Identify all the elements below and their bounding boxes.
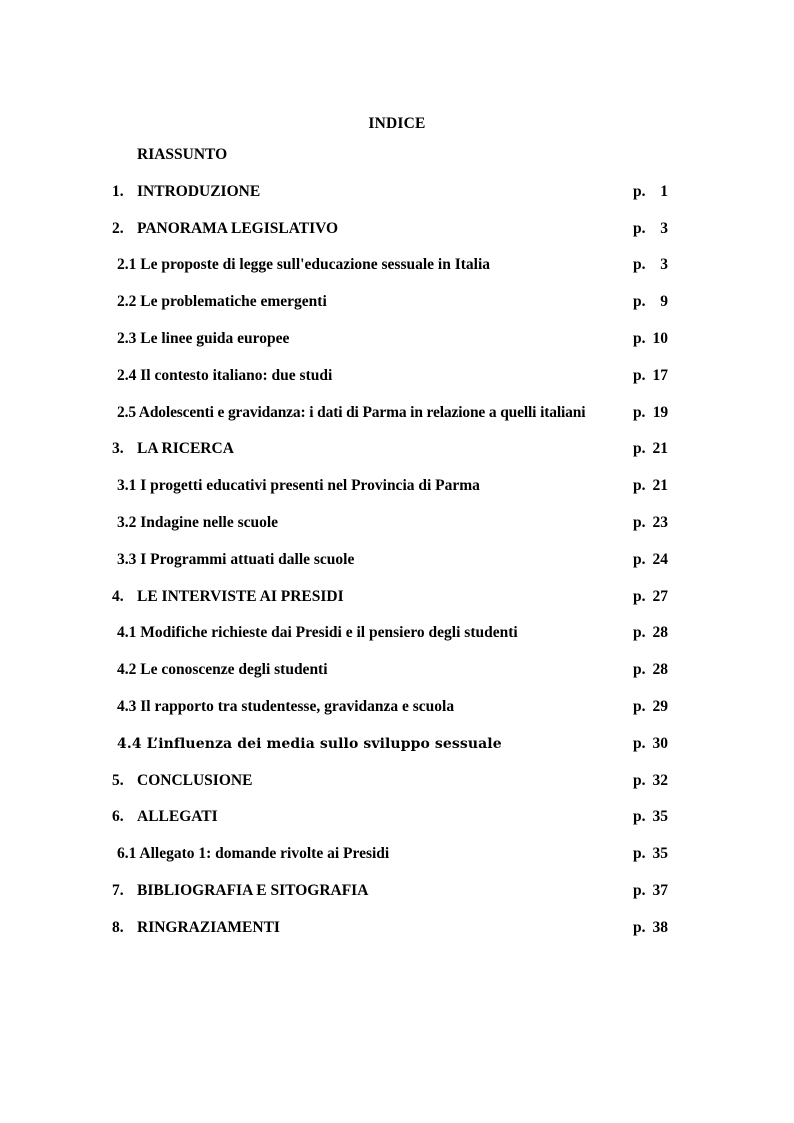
toc-label: 4.4 L’influenza dei media sullo sviluppo sessuale <box>117 736 502 752</box>
toc-page-number: 27 <box>652 588 668 605</box>
toc-page-prefix: p. <box>633 698 646 715</box>
toc-page-number: 28 <box>652 624 668 641</box>
toc-page-prefix: p. <box>633 661 646 678</box>
toc-entry <box>112 182 668 202</box>
toc-label: 4.1 Modifiche richieste dai Presidi e il pensiero degli studenti <box>117 624 518 641</box>
page-title: INDICE <box>368 115 426 132</box>
toc-page-prefix: p. <box>633 551 646 568</box>
toc-page-prefix: p. <box>633 919 646 936</box>
toc-subentry <box>112 292 668 312</box>
toc-subentry <box>112 403 668 423</box>
toc-label: 2.5 Adolescenti e gravidanza: i dati di Parma in relazione a quelli italiani <box>117 404 586 421</box>
toc-page-prefix: p. <box>633 183 646 200</box>
toc-label: 2.1 Le proposte di legge sull'educazione sessuale in Italia <box>117 256 491 273</box>
toc-page-number: 21 <box>652 440 668 457</box>
toc-entry <box>112 918 668 938</box>
toc-subentry <box>112 255 668 275</box>
toc-number: 4. <box>112 588 124 605</box>
toc-label: INTRODUZIONE <box>137 183 261 200</box>
toc-label: 4.2 Le conoscenze degli studenti <box>117 661 328 678</box>
toc-subentry <box>112 734 668 754</box>
toc-label: 3.1 I progetti educativi presenti nel Provincia di Parma <box>117 477 480 494</box>
toc-page-prefix: p. <box>633 735 646 752</box>
toc-page-number: 3 <box>660 256 668 273</box>
toc-number: 2. <box>112 220 124 237</box>
toc-label: 6.1 Allegato 1: domande rivolte ai Presidi <box>117 845 390 862</box>
toc-page-prefix: p. <box>633 772 646 789</box>
toc-label: 4.3 Il rapporto tra studentesse, gravidanza e scuola <box>117 698 455 715</box>
toc-page-prefix: p. <box>633 882 646 899</box>
toc-subentry <box>112 697 668 717</box>
toc-number: 7. <box>112 882 124 899</box>
toc-page-prefix: p. <box>633 256 646 273</box>
toc-page-number: 21 <box>652 477 668 494</box>
toc-page-number: 17 <box>652 367 668 384</box>
toc-label: PANORAMA LEGISLATIVO <box>137 220 339 237</box>
toc-label: 2.2 Le problematiche emergenti <box>117 293 327 310</box>
toc-subentry <box>112 550 668 570</box>
toc-page-prefix: p. <box>633 293 646 310</box>
toc-page-number: 19 <box>652 404 668 421</box>
toc-page-number: 24 <box>652 551 668 568</box>
toc-page-prefix: p. <box>633 588 646 605</box>
toc-page-number: 35 <box>652 808 668 825</box>
toc-page-number: 38 <box>652 919 668 936</box>
toc-page-number: 37 <box>652 882 668 899</box>
toc-number: 5. <box>112 772 124 789</box>
toc-page-number: 28 <box>652 661 668 678</box>
toc-page-prefix: p. <box>633 220 646 237</box>
toc-label: LA RICERCA <box>137 440 234 457</box>
toc-entry-riassunto <box>112 145 668 165</box>
toc-entry <box>112 771 668 791</box>
toc-page-number: 1 <box>660 183 668 200</box>
toc-page-number: 23 <box>652 514 668 531</box>
toc-subentry <box>112 660 668 680</box>
toc-number: 1. <box>112 183 124 200</box>
toc-page-prefix: p. <box>633 477 646 494</box>
toc-page-number: 10 <box>652 330 668 347</box>
toc-entry <box>112 807 668 827</box>
toc-page-number: 35 <box>652 845 668 862</box>
toc-page-number: 3 <box>660 220 668 237</box>
toc-page-number: 32 <box>652 772 668 789</box>
toc-number: 6. <box>112 808 124 825</box>
toc-label: CONCLUSIONE <box>137 772 253 789</box>
toc-label: 3.3 I Programmi attuati dalle scuole <box>117 551 355 568</box>
toc-entry <box>112 587 668 607</box>
toc-label: RINGRAZIAMENTI <box>137 919 280 936</box>
toc-page-number: 29 <box>652 698 668 715</box>
toc-entry <box>112 881 668 901</box>
toc-subentry <box>112 366 668 386</box>
toc-entry <box>112 219 668 239</box>
toc-entry <box>112 439 668 459</box>
toc-label: 3.2 Indagine nelle scuole <box>117 514 279 531</box>
toc-label: 2.4 Il contesto italiano: due studi <box>117 367 333 384</box>
toc-subentry <box>112 476 668 496</box>
toc-page-prefix: p. <box>633 330 646 347</box>
toc-page-number: 30 <box>652 735 668 752</box>
toc-page-prefix: p. <box>633 367 646 384</box>
toc-page-prefix: p. <box>633 845 646 862</box>
toc-label: ALLEGATI <box>137 808 218 825</box>
toc-subentry <box>112 844 668 864</box>
toc-page-prefix: p. <box>633 404 646 421</box>
toc-number: 8. <box>112 919 124 936</box>
toc-subentry <box>112 623 668 643</box>
toc-label: 2.3 Le linee guida europee <box>117 330 290 347</box>
toc-page-prefix: p. <box>633 514 646 531</box>
toc-label: RIASSUNTO <box>137 146 228 163</box>
toc-label: BIBLIOGRAFIA E SITOGRAFIA <box>137 882 369 899</box>
toc-page-prefix: p. <box>633 624 646 641</box>
toc-number: 3. <box>112 440 124 457</box>
toc-page-number: 9 <box>660 293 668 310</box>
toc-subentry <box>112 513 668 533</box>
toc-label: LE INTERVISTE AI PRESIDI <box>137 588 344 605</box>
toc-page-prefix: p. <box>633 440 646 457</box>
toc-page-prefix: p. <box>633 808 646 825</box>
toc-subentry <box>112 329 668 349</box>
